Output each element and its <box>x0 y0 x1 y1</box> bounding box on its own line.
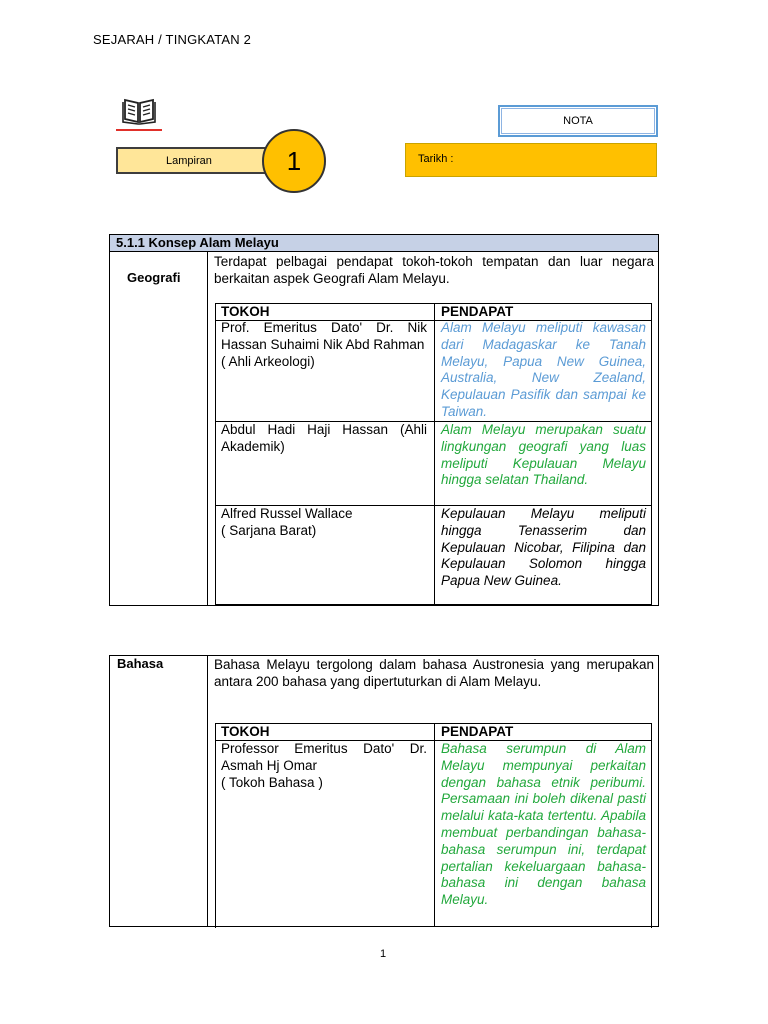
bahasa-intro: Bahasa Melayu tergolong dalam bahasa Austronesia yang merupakan antara 200 bahasa yang dipertuturkan di Alam Melayu. <box>214 657 654 689</box>
divider <box>434 303 435 605</box>
lampiran-label: Lampiran <box>166 154 212 167</box>
tokoh-name: Alfred Russel Wallace <box>221 506 353 521</box>
divider <box>207 251 208 606</box>
nota-label: NOTA <box>563 115 593 127</box>
tarikh-box <box>405 143 657 177</box>
column-header-tokoh: TOKOH <box>221 304 270 319</box>
lampiran-label-box <box>116 147 274 174</box>
tokoh-name: Abdul Hadi Haji Hassan (Ahli Akademik) <box>221 422 427 454</box>
tokoh-role: ( Ahli Arkeologi) <box>221 353 315 369</box>
icon-underline <box>116 129 162 131</box>
pendapat-cell: Bahasa serumpun di Alam Melayu mempunyai perkaitan dengan bahasa etnik peribumi. Persamaan ini boleh dikenal pasti melalui kata-kata tertentu. Apabila membuat perbandingan bahasa-bahasa serumpun ini, terdapat pertalian kekeluargaan bahasa-bahasa ini dengan bahasa Melayu. <box>441 741 646 908</box>
lampiran-number-circle <box>262 129 326 193</box>
tokoh-name: Prof. Emeritus Dato' Dr. Nik Hassan Suhaimi Nik Abd Rahman <box>221 320 427 352</box>
pendapat-cell: Alam Melayu meliputi kawasan dari Madagaskar ke Tanah Melayu, Papua New Guinea, Australia, New Zealand, Kepulauan Pasifik dan sampai ke Taiwan. <box>441 320 646 419</box>
bahasa-label: Bahasa <box>117 656 164 671</box>
open-book-icon <box>122 95 156 125</box>
pendapat-cell: Alam Melayu merupakan suatu lingkungan geografi yang luas meliputi Kepulauan Melayu hingga selatan Thailand. <box>441 422 646 488</box>
column-header-tokoh: TOKOH <box>221 724 270 739</box>
tokoh-name: Professor Emeritus Dato' Dr. Asmah Hj Omar <box>221 741 427 773</box>
tokoh-cell <box>221 506 427 540</box>
nota-box <box>498 105 658 137</box>
geografi-label: Geografi <box>127 270 181 285</box>
column-header-pendapat: PENDAPAT <box>441 724 514 739</box>
page-number: 1 <box>380 948 387 960</box>
pendapat-cell: Kepulauan Melayu meliputi hingga Tenasserim dan Kepulauan Nicobar, Filipina dan Kepulauan Solomon hingga Papua New Guinea. <box>441 506 646 589</box>
tokoh-role: ( Tokoh Bahasa ) <box>221 774 323 790</box>
lampiran-number: 1 <box>286 145 302 176</box>
tokoh-role: ( Sarjana Barat) <box>221 522 317 538</box>
tarikh-label: Tarikh : <box>418 153 454 165</box>
tokoh-cell <box>221 422 427 456</box>
document-header: SEJARAH / TINGKATAN 2 <box>93 32 252 47</box>
divider <box>434 723 435 927</box>
tokoh-cell <box>221 320 427 370</box>
column-header-pendapat: PENDAPAT <box>441 304 514 319</box>
divider <box>109 251 659 252</box>
geografi-intro: Terdapat pelbagai pendapat tokoh-tokoh tempatan dan luar negara berkaitan aspek Geografi Alam Melayu. <box>214 254 654 286</box>
section-title: 5.1.1 Konsep Alam Melayu <box>110 235 658 251</box>
divider <box>207 655 208 927</box>
tokoh-cell <box>221 741 427 791</box>
